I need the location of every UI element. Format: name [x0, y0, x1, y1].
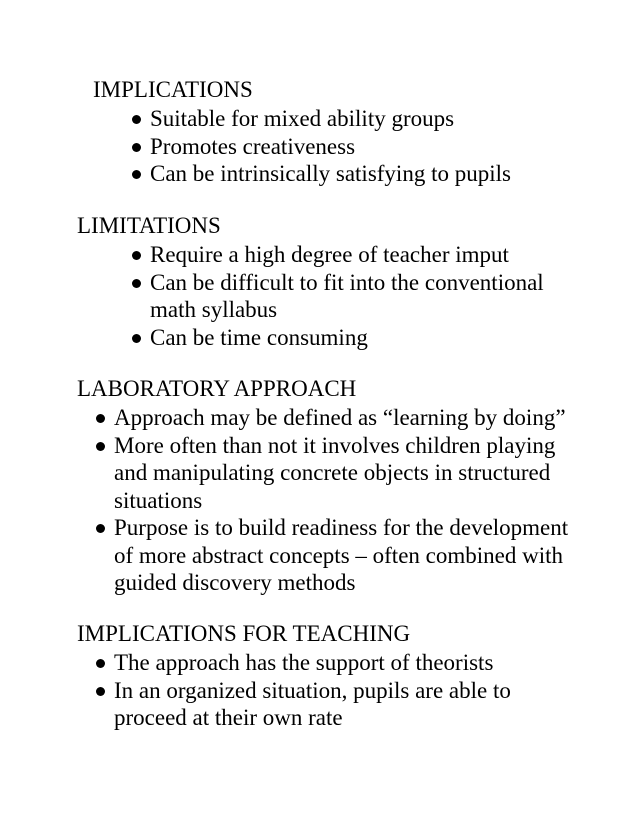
- list-item: [96, 514, 576, 597]
- list-item: [132, 269, 572, 324]
- list-item: [96, 677, 576, 732]
- list-item: [132, 241, 572, 269]
- bullet-list: [96, 404, 576, 597]
- bullet-icon: [96, 524, 105, 533]
- list-item-text: Require a high degree of teacher imput: [150, 242, 509, 267]
- bullet-icon: [132, 115, 141, 124]
- bullet-icon: [96, 659, 105, 668]
- list-item-text: Can be intrinsically satisfying to pupils: [150, 161, 511, 186]
- bullet-list: [132, 241, 572, 351]
- list-item-text: Suitable for mixed ability groups: [150, 106, 455, 131]
- list-item-text: Approach may be defined as “learning by doing”: [114, 405, 566, 430]
- bullet-icon: [96, 414, 105, 423]
- list-item: [96, 404, 576, 432]
- list-item: [132, 160, 612, 188]
- list-item: [96, 649, 576, 677]
- list-item-text: Purpose is to build readiness for the development of more abstract concepts – often combined with guided discovery methods: [114, 515, 569, 595]
- list-item: [96, 432, 576, 515]
- section-heading: LIMITATIONS: [77, 213, 221, 238]
- bullet-icon: [132, 170, 141, 179]
- section-heading: IMPLICATIONS: [93, 77, 253, 102]
- section-heading: IMPLICATIONS FOR TEACHING: [77, 621, 411, 646]
- bullet-icon: [132, 279, 141, 288]
- list-item-text: In an organized situation, pupils are able to proceed at their own rate: [114, 677, 511, 730]
- list-item-text: The approach has the support of theorists: [114, 650, 494, 675]
- bullet-icon: [96, 442, 105, 451]
- list-item-text: More often than not it involves children playing and manipulating concrete objects in structured situations: [114, 432, 556, 513]
- bullet-list: [132, 105, 612, 188]
- bullet-icon: [96, 687, 105, 696]
- section-heading: LABORATORY APPROACH: [77, 376, 357, 401]
- list-item: [132, 105, 612, 133]
- bullet-list: [96, 649, 576, 732]
- bullet-icon: [132, 334, 141, 343]
- bullet-icon: [132, 143, 141, 152]
- list-item-text: Can be difficult to fit into the conventional math syllabus: [150, 269, 544, 322]
- list-item-text: Promotes creativeness: [150, 133, 356, 159]
- bullet-icon: [132, 251, 141, 260]
- list-item-text: Can be time consuming: [150, 324, 368, 350]
- list-item: [132, 324, 572, 352]
- list-item: [132, 133, 612, 161]
